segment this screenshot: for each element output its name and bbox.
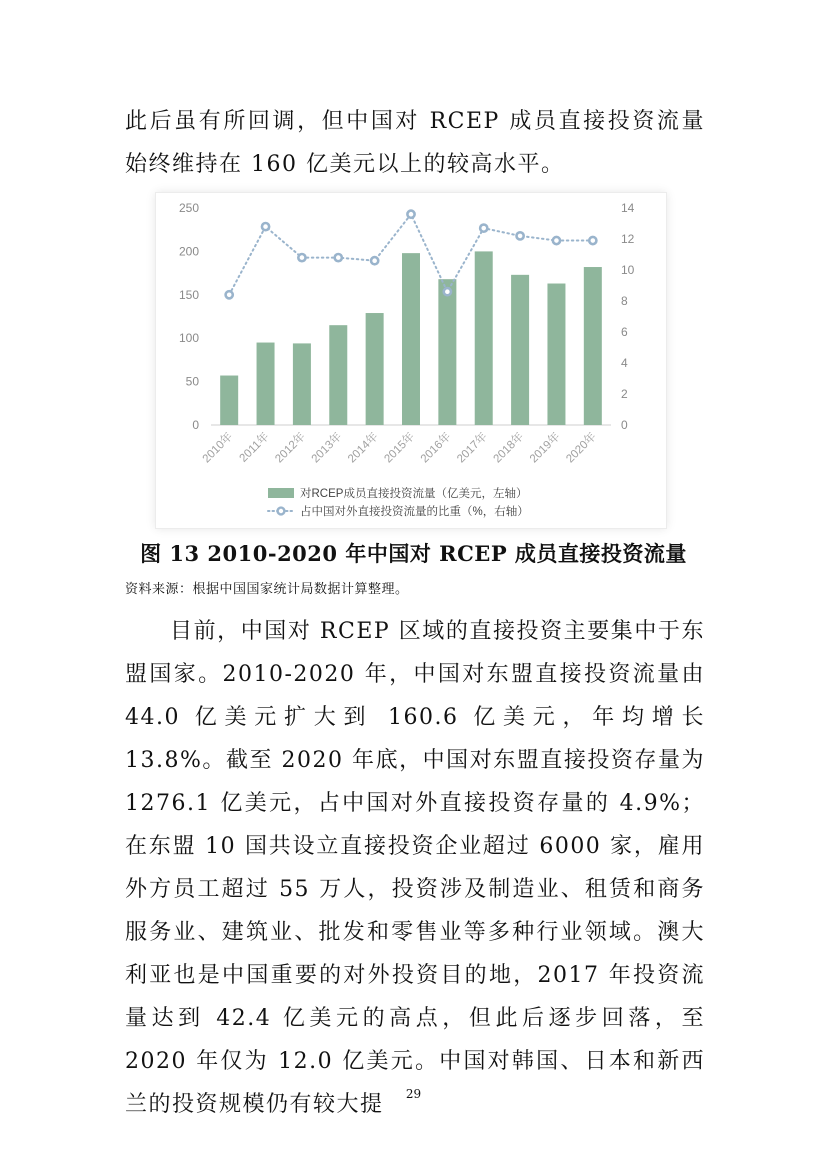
x-tick-label: 2016年 — [418, 430, 454, 466]
line-point — [480, 225, 487, 232]
line-point — [589, 237, 596, 244]
x-axis-labels — [199, 429, 599, 465]
bar — [329, 325, 347, 425]
right-tick-label: 8 — [621, 294, 628, 308]
legend-line-marker — [278, 508, 285, 515]
bar — [547, 284, 565, 425]
line-point — [553, 237, 560, 244]
bar — [366, 313, 384, 425]
line-point — [371, 257, 378, 264]
page-number: 29 — [405, 1087, 422, 1101]
line-point — [262, 223, 269, 230]
left-tick-label: 0 — [192, 418, 199, 432]
x-tick-label: 2014年 — [346, 430, 381, 466]
bar — [438, 279, 456, 425]
line-point — [335, 254, 342, 261]
paragraph-top: 此后虽有所回调，但中国对 RCEP 成员直接投资流量始终维持在 160 亿美元以上的较高水平。 — [125, 109, 705, 177]
paragraph-body: 目前，中国对 RCEP 区域的直接投资主要集中于东盟国家。2010-2020 年，中国对东盟直接投资流量由 44.0 亿美元扩大到 160.6 亿美元，年均增长 13.8%。截至 2020 年底，中国对东盟直接投资存量为 1276.1 亿美元，占中国对外直接投资存量的 4.9%；在东盟 10 国共设立直接投资企业超过 6000 家，雇用外方员工超过 55 万人，投资涉及制造业、租赁和商务服务业、建筑业、批发和零售业等多种行业领域。澳大利亚也是中国重要的对外投资目的地，2017 年投资流量达到 42.4 亿美元的高点，但此后逐步回落，至 2020 年仅为 12.0 亿美元。中国对韩国、日本和新西兰的投资规模仍有较大提 — [125, 619, 705, 1117]
x-tick-label: 2015年 — [382, 430, 418, 466]
legend-bar-swatch — [268, 488, 294, 498]
left-tick-label: 50 — [185, 374, 199, 389]
legend — [268, 486, 529, 518]
x-tick-label: 2011年 — [237, 430, 272, 465]
bar — [584, 267, 602, 425]
bar — [475, 251, 493, 425]
right-tick-label: 0 — [621, 418, 628, 432]
line-point — [407, 211, 414, 218]
right-tick-label: 10 — [621, 263, 635, 277]
right-tick-label: 14 — [621, 201, 635, 215]
left-tick-label: 250 — [178, 201, 199, 215]
line-point — [298, 254, 305, 261]
right-axis-ticks — [621, 201, 635, 432]
right-tick-label: 6 — [621, 325, 628, 339]
x-tick-label: 2013年 — [309, 430, 345, 466]
right-tick-label: 12 — [621, 232, 635, 246]
right-tick-label: 2 — [621, 387, 628, 401]
legend-bar-label: 对RCEP成员直接投资流量（亿美元，左轴） — [300, 488, 528, 500]
x-tick-label: 2012年 — [273, 430, 309, 466]
x-tick-label: 2018年 — [491, 430, 527, 466]
bar-series — [220, 251, 602, 425]
bar — [220, 376, 238, 425]
chart-svg — [156, 193, 666, 528]
x-tick-label: 2010年 — [200, 430, 236, 466]
legend-line-label: 占中国对外直接投资流量的比重（%，右轴） — [300, 506, 529, 518]
figure-caption: 图 13 2010-2020 年中国对 RCEP 成员直接投资流量 — [140, 541, 687, 566]
bar — [293, 343, 311, 425]
left-tick-label: 100 — [178, 331, 199, 346]
chart-figure — [156, 193, 666, 528]
x-tick-label: 2017年 — [455, 430, 490, 466]
right-tick-label: 4 — [621, 356, 628, 370]
x-tick-label: 2019年 — [527, 430, 563, 466]
line-point — [226, 291, 233, 298]
bar — [511, 275, 529, 425]
line-point — [516, 232, 523, 239]
line-point — [444, 288, 451, 295]
left-tick-label: 150 — [178, 287, 199, 302]
source-note: 资料来源：根据中国国家统计局数据计算整理。 — [125, 582, 409, 597]
left-tick-label: 200 — [178, 244, 199, 259]
bar — [402, 253, 420, 425]
x-tick-label: 2020年 — [564, 430, 599, 466]
left-axis-ticks — [179, 201, 199, 432]
bar — [257, 343, 275, 425]
